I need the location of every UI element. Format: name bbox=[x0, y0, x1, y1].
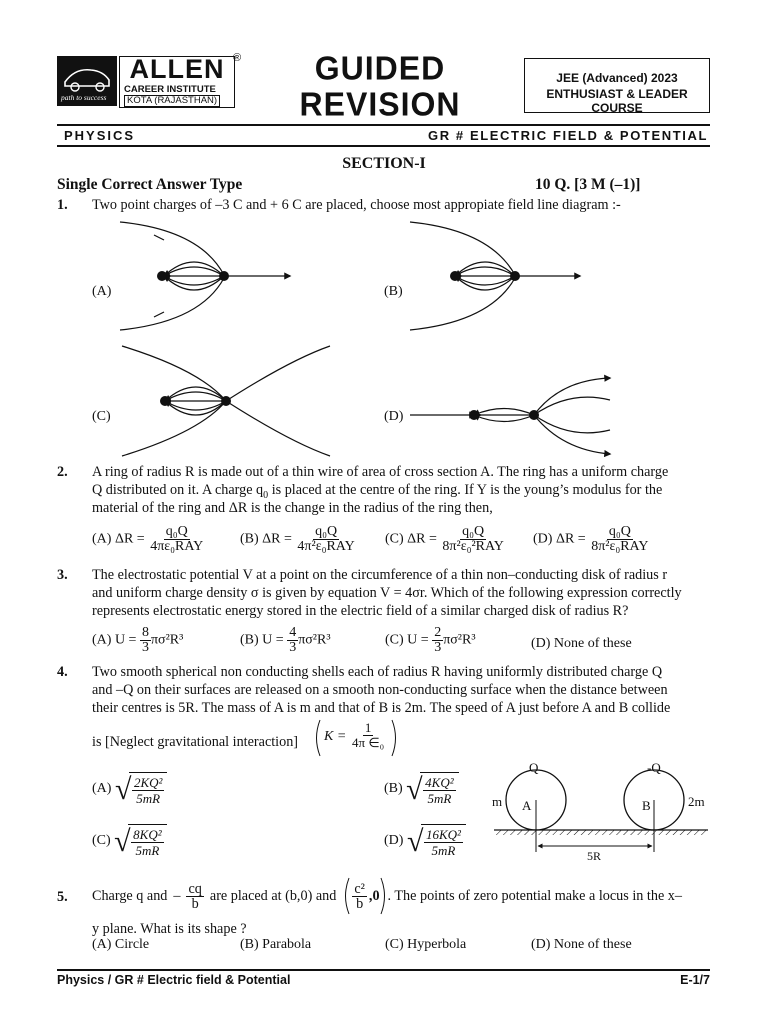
q2-option-d-num: q₀Q bbox=[608, 524, 631, 539]
k-frac bbox=[350, 721, 386, 750]
q2-option-c[interactable] bbox=[385, 525, 506, 554]
q2-option-b-num: q₀Q bbox=[315, 524, 338, 539]
q5-left-paren-icon bbox=[342, 876, 350, 916]
q4-option-c[interactable]: (C) √ $\frac{\text{8KQ²}}{5mR}$ bbox=[92, 824, 167, 858]
q4-line3: their centres is 5R. The mass of A is m and that of B is 2m. The speed of A just before A and B collide bbox=[92, 700, 671, 716]
q2-option-d-den: 8π²ε₀RAY bbox=[591, 539, 649, 554]
q2-option-b-den: 4π²ε₀RAY bbox=[297, 539, 355, 554]
k-den: 4π ∈₀ bbox=[352, 735, 385, 750]
q2-line1: A ring of radius R is made out of a thin wire of area of cross section A. The ring has a uniform charge bbox=[92, 464, 669, 480]
q3-option-c-tail: πσ²R³ bbox=[443, 632, 476, 648]
q4-option-d-den: 5mR bbox=[431, 843, 456, 858]
q5-f2-den: b bbox=[356, 895, 364, 912]
q4-option-c-den: 5mR bbox=[135, 843, 160, 858]
q4-figure bbox=[486, 760, 716, 870]
q3-option-b-u: U = bbox=[262, 632, 284, 648]
footer-page: E-1/7 bbox=[680, 973, 710, 987]
registered-mark: ® bbox=[233, 52, 242, 64]
footer-rule bbox=[57, 969, 710, 971]
q4-option-d-num: 16KQ² bbox=[425, 827, 461, 842]
q3-option-a-label: (A) bbox=[92, 632, 112, 648]
q1-number: 1. bbox=[57, 197, 68, 213]
q5-f1-den: b bbox=[191, 895, 199, 912]
fig-q-left: Q bbox=[529, 760, 539, 775]
q4-option-b[interactable]: (B) √ $\frac{\text{4KQ²}}{5mR}$ bbox=[384, 772, 459, 806]
q3-option-b-num: 4 bbox=[289, 625, 297, 640]
q3-option-a-tail: πσ²R³ bbox=[150, 632, 184, 648]
q2-line2b: is placed at the centre of the ring. If Y is the young’s modulus for the bbox=[268, 482, 663, 498]
k-num: 1 bbox=[364, 720, 372, 735]
diagram-b bbox=[410, 222, 580, 330]
q5-number: 5. bbox=[57, 889, 68, 905]
q5-t3: ,0 bbox=[368, 888, 380, 904]
title-guided: GUIDED bbox=[314, 49, 446, 87]
q1-option-d[interactable]: (D) bbox=[384, 409, 404, 424]
q5-f2-num: c² bbox=[354, 880, 365, 897]
q5-right-paren-icon bbox=[380, 876, 388, 916]
fig-m-left: m bbox=[492, 794, 503, 809]
q3-option-a-num: 8 bbox=[141, 625, 149, 640]
q4-option-a-num: 2KQ² bbox=[133, 775, 163, 790]
field-line-diagrams bbox=[0, 0, 768, 470]
k-definition bbox=[312, 718, 400, 758]
q3-line1: The electrostatic potential V at a point on the circumference of a thin non–conducting disk of radius r bbox=[92, 567, 668, 583]
q3-option-b-label: (B) bbox=[240, 632, 259, 648]
q2-option-c-num: q₀Q bbox=[462, 524, 485, 539]
q5-option-a[interactable]: (A) Circle bbox=[92, 937, 150, 952]
section-title: SECTION-I bbox=[342, 155, 426, 172]
q5-option-d[interactable]: (D) None of these bbox=[531, 937, 632, 952]
k-lhs: K = bbox=[324, 729, 347, 744]
q3-option-c-den: 3 bbox=[434, 640, 442, 655]
q3-option-a[interactable] bbox=[92, 626, 183, 655]
q2-option-c-den: 8π²ε₀²RAY bbox=[442, 539, 504, 554]
q3-option-c-num: 2 bbox=[434, 625, 442, 640]
q5-t4: . The points of zero potential make a locus in the x– bbox=[387, 888, 682, 904]
q2-line3: material of the ring and ΔR is the change in the radius of the ring then, bbox=[92, 500, 493, 516]
answer-type-label: Single Correct Answer Type bbox=[57, 176, 243, 193]
fig-m-right: 2m bbox=[688, 794, 705, 809]
q2-option-a-den: 4πε₀RAY bbox=[150, 539, 204, 554]
q3-option-c[interactable] bbox=[385, 626, 476, 655]
q5-option-c[interactable]: (C) Hyperbola bbox=[385, 937, 467, 952]
q4-option-c-num: 8KQ² bbox=[133, 827, 162, 842]
q1-text: Two point charges of –3 C and + 6 C are placed, choose most appropiate field line diagram :- bbox=[92, 197, 621, 213]
q2-option-b-label: (B) bbox=[240, 531, 259, 547]
q2-option-a-label: (A) bbox=[92, 531, 112, 547]
q3-option-a-u: U = bbox=[114, 632, 137, 648]
diagram-d bbox=[410, 378, 610, 454]
q2-line2a: Q distributed on it. A charge q bbox=[92, 482, 264, 498]
title-revision: REVISION bbox=[299, 85, 461, 123]
fig-label-a: A bbox=[522, 798, 532, 813]
q4-option-b-num: 4KQ² bbox=[425, 775, 454, 790]
q3-line3: represents electrostatic energy stored in the electric field of a similar charged disk of radius R? bbox=[92, 603, 629, 619]
q2-option-c-lhs: ΔR = bbox=[407, 531, 437, 547]
q4-option-a-den: 5mR bbox=[136, 791, 161, 806]
q4-option-b-label: (B) bbox=[384, 781, 403, 796]
q5-f1-num: cq bbox=[188, 880, 202, 897]
q1-option-c[interactable]: (C) bbox=[92, 409, 111, 424]
q3-option-a-den: 3 bbox=[141, 640, 149, 655]
q2-option-a-num: q₀Q bbox=[165, 524, 188, 539]
q2-option-d-lhs: ΔR = bbox=[555, 531, 586, 547]
q4-line4: is [Neglect gravitational interaction] bbox=[92, 734, 299, 750]
q2-option-a[interactable] bbox=[92, 525, 205, 554]
q2-line2-sub: 0 bbox=[263, 489, 269, 501]
q1-option-a[interactable]: (A) bbox=[92, 284, 112, 299]
q3-option-c-label: (C) bbox=[385, 632, 404, 648]
fig-q-right: -Q bbox=[647, 760, 661, 775]
q3-option-b[interactable] bbox=[240, 626, 331, 655]
q5-t1: Charge q and bbox=[92, 888, 168, 904]
topic-label: GR # ELECTRIC FIELD & POTENTIAL bbox=[428, 128, 708, 143]
q2-option-b-lhs: ΔR = bbox=[262, 531, 292, 547]
q4-option-d[interactable]: (D) √ $\frac{\text{16KQ²}}{5mR}$ bbox=[384, 824, 466, 858]
logo-brand: ALLEN bbox=[129, 54, 225, 84]
subject-label: PHYSICS bbox=[64, 128, 136, 143]
q3-line2: and uniform charge density σ is given by equation V = 4σr. Which of the following expression correctly bbox=[92, 585, 682, 601]
q3-option-c-u: U = bbox=[407, 632, 429, 648]
q2-option-a-lhs: ΔR = bbox=[114, 531, 145, 547]
q2-option-b[interactable] bbox=[240, 525, 357, 554]
q3-option-d[interactable]: (D) None of these bbox=[531, 636, 632, 651]
marks-label: 10 Q. [3 M (–1)] bbox=[535, 176, 641, 193]
q5-t2: are placed at (b,0) and bbox=[209, 888, 337, 904]
course-line2: ENTHUSIAST & LEADER COURSE bbox=[546, 87, 688, 115]
fig-label-b: B bbox=[642, 798, 651, 813]
q4-option-d-label: (D) bbox=[384, 833, 404, 848]
q4-option-c-label: (C) bbox=[92, 833, 111, 848]
footer-left: Physics / GR # Electric field & Potential bbox=[57, 973, 291, 987]
q5-line2: y plane. What is its shape ? bbox=[92, 921, 247, 937]
q4-option-a[interactable]: (A) √ $\frac{\text{2KQ²}}{5mR}$ bbox=[92, 772, 167, 806]
q4-line2: and –Q on their surfaces are released on a smooth non-conducting surface when the distance between bbox=[92, 682, 668, 698]
q2-number: 2. bbox=[57, 464, 68, 480]
q4-option-b-den: 5mR bbox=[427, 791, 452, 806]
q3-option-b-tail: πσ²R³ bbox=[298, 632, 331, 648]
q3-number: 3. bbox=[57, 567, 68, 583]
q4-number: 4. bbox=[57, 664, 68, 680]
q2-option-d[interactable] bbox=[533, 525, 651, 554]
logo-tagline: path to success bbox=[61, 93, 107, 102]
q2-option-d-label: (D) bbox=[533, 531, 553, 547]
q3-option-b-den: 3 bbox=[289, 640, 297, 655]
q4-line1: Two smooth spherical non conducting shells each of radius R having uniformly distributed charge Q bbox=[92, 664, 663, 680]
q2-option-c-label: (C) bbox=[385, 531, 404, 547]
q5-line1: Charge q and – $\frac{cq}{b}$ are placed at (b,0) and $\frac{\text{c²}}{b}$ ,0 . The points of zero potential make a locus in the x– bbox=[92, 873, 682, 919]
diagram-a bbox=[120, 222, 290, 330]
course-line1: JEE (Advanced) 2023 bbox=[556, 71, 678, 85]
logo-sub1: CAREER INSTITUTE bbox=[124, 84, 216, 95]
q4-option-a-label: (A) bbox=[92, 781, 112, 796]
fig-dist: 5R bbox=[587, 849, 602, 863]
logo-sub2: KOTA (RAJASTHAN) bbox=[124, 95, 220, 107]
q1-option-b[interactable]: (B) bbox=[384, 284, 403, 299]
q5-option-b[interactable]: (B) Parabola bbox=[240, 937, 312, 952]
